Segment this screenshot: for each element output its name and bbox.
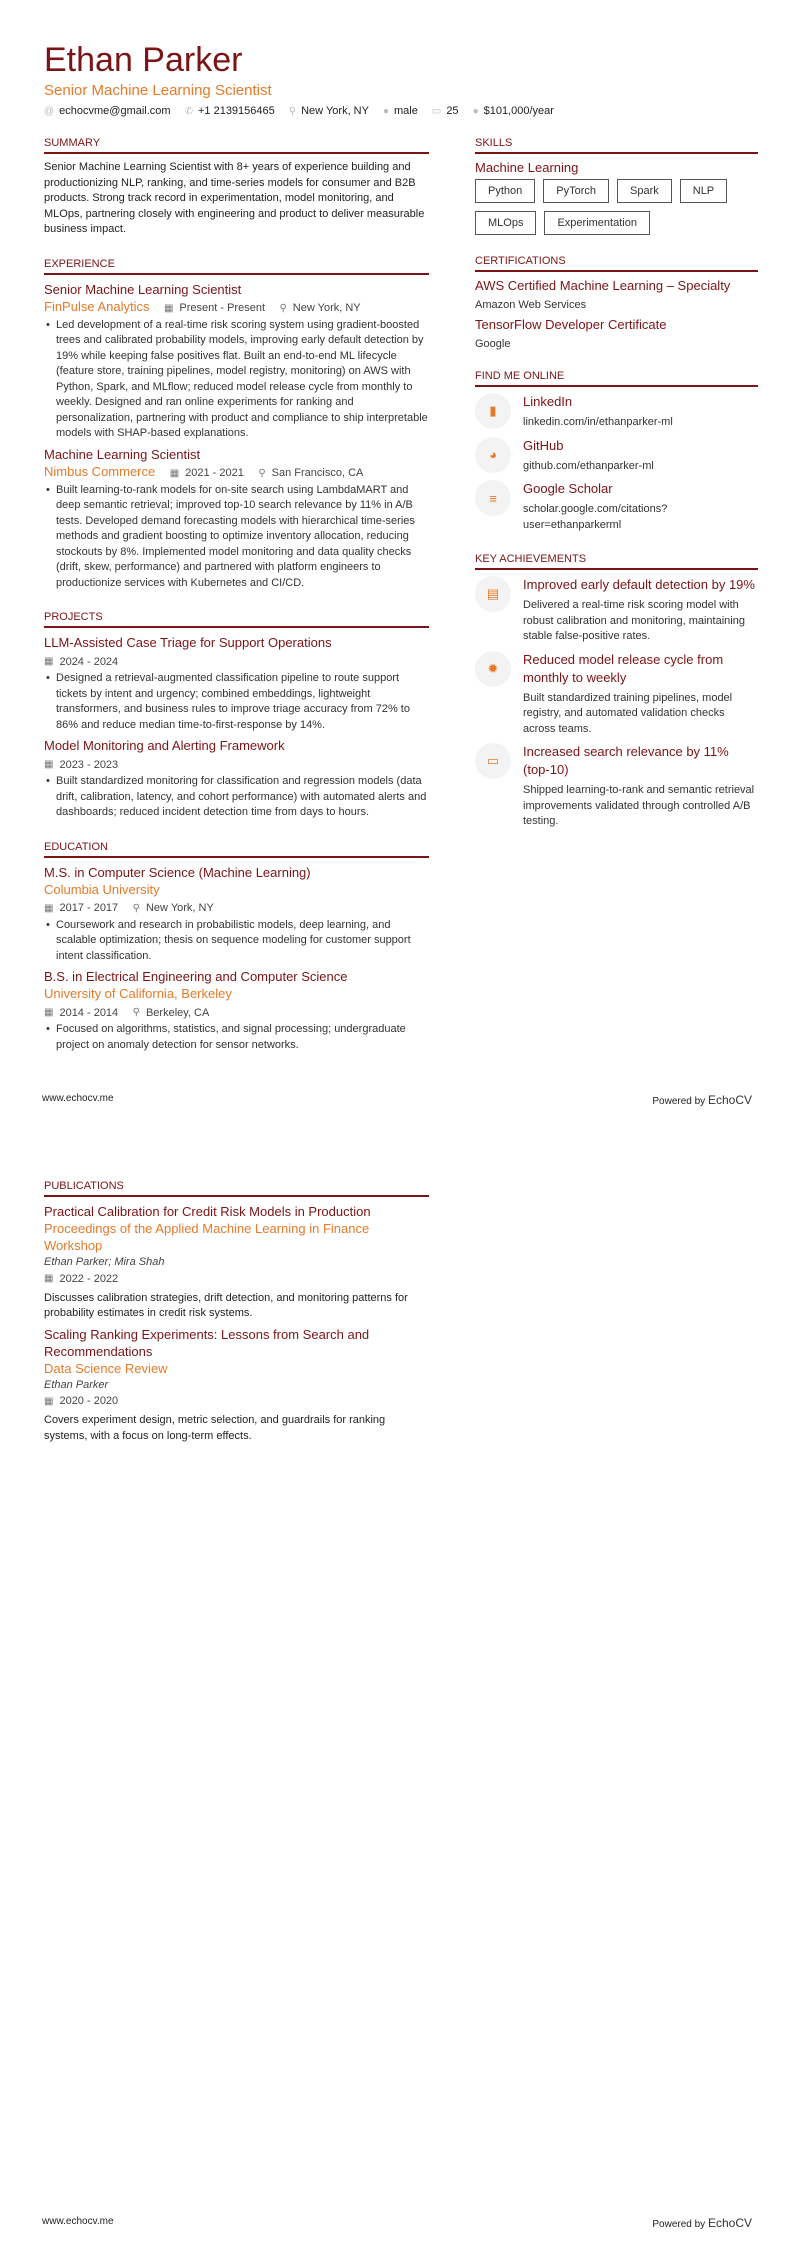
calendar-icon: ▦ — [44, 759, 54, 770]
degree: M.S. in Computer Science (Machine Learning) — [44, 864, 311, 880]
publication-item: Scaling Ranking Experiments: Lessons from Search and Recommendations Data Science Review Ethan Parker ▦ 2020 - 2020 Covers experiment design, metric selection, and guardrails for ranking systems, with a focus on long-term effects. — [44, 1326, 429, 1445]
site-link[interactable]: www.echocv.me — [42, 2216, 114, 2227]
brand-logo: EchoCV — [707, 1093, 752, 1107]
project-bullet: • Built standardized monitoring for classification and regression models (data drift, calibration, latency, and cohort performance) with automated alerts and dashboards; reduced incident detection time from days to hours. — [44, 774, 429, 821]
cert-issuer: Google — [475, 338, 511, 350]
location-icon: ⚲ — [132, 1007, 140, 1018]
section-heading: SUMMARY — [44, 137, 429, 154]
education-bullet: • Focused on algorithms, statistics, and signal processing; undergraduate project on anomaly detection for sensor networks. — [44, 1022, 429, 1053]
online-github[interactable]: ◕ GitHub github.com/ethanparker-ml — [475, 437, 758, 475]
skill-tag: Spark — [617, 179, 672, 203]
location-icon: ⚲ — [258, 467, 266, 479]
location-icon: ⚲ — [132, 902, 140, 914]
school: Columbia University — [44, 881, 160, 897]
publications-section — [44, 1180, 429, 1444]
project-item: Model Monitoring and Alerting Framework ▦ 2023 - 2023 • Built standardized monitoring for classification and regression models (data drift, calibration, latency, and cohort performance) with automated alerts and dashboards; reduced incident detection time from days to hours. — [44, 737, 429, 821]
achievements-section — [475, 553, 758, 830]
achievement-item: ▤ Improved early default detection by 19% Delivered a real-time risk scoring model with robust calibration and monitoring, maintaining stable false-positive rates. — [475, 576, 758, 645]
site-link[interactable]: www.echocv.me — [42, 1093, 114, 1104]
publication-venue: Proceedings of the Applied Machine Learning in Finance Workshop — [44, 1221, 370, 1253]
degree: B.S. in Electrical Engineering and Computer Science — [44, 969, 348, 984]
education-section — [44, 841, 429, 1054]
scholar-icon: ≡ — [475, 480, 511, 516]
education-item: M.S. in Computer Science (Machine Learning) Columbia University ▦ 2017 - 2017 ⚲ New York, NY • Coursework and research in probabilistic models, deep learning, and scalable optimization; thesis on sequence modeling for customer support intent classification. — [44, 864, 429, 965]
location-icon: ⚲ — [279, 302, 287, 314]
achievement-item: ▭ Increased search relevance by 11% (top-10) Shipped learning-to-rank and semantic retrieval improvements validated through controlled A/B testing. — [475, 743, 758, 830]
calendar-icon: ▦ — [44, 1395, 54, 1407]
contact-gender: ● male — [382, 105, 418, 117]
money-icon: ● — [472, 106, 479, 117]
link[interactable]: scholar.google.com/citations?user=ethanparkerml — [523, 503, 668, 531]
publication-authors: Ethan Parker — [44, 1378, 109, 1391]
education-item: B.S. in Electrical Engineering and Computer Science University of California, Berkeley ▦ 2014 - 2014 ⚲ Berkeley, CA • Focused on algorithms, statistics, and signal processing; undergraduate project on anomaly detection for sensor networks. — [44, 968, 429, 1053]
skill-category: Machine Learning — [475, 160, 579, 175]
section-heading: FIND ME ONLINE — [475, 370, 758, 387]
contact-email: @ echocvme@gmail.com — [44, 105, 171, 117]
contact-phone: ✆ +1 2139156465 — [184, 105, 275, 117]
cert-issuer: Amazon Web Services — [475, 299, 587, 311]
achievement-item: ✹ Reduced model release cycle from monthly to weekly Built standardized training pipelines, model registry, and automated validation checks across teams. — [475, 651, 758, 738]
job-title: Machine Learning Scientist — [44, 446, 201, 462]
publication-summary: Covers experiment design, metric selection, and guardrails for ranking systems, with a focus on long-term effects. — [44, 1414, 386, 1442]
project-bullet: • Designed a retrieval-augmented classification pipeline to route support tickets by intent and urgency; combined embeddings, lightweight transformers, and business rules to improve triage accuracy from 72% to 86% and reduce median time-to-first-response by 14%. — [44, 671, 429, 733]
store-icon: ▤ — [475, 576, 511, 612]
project-item: LLM-Assisted Case Triage for Support Operations ▦ 2024 - 2024 • Designed a retrieval-augmented classification pipeline to route support tickets by intent and urgency; combined embeddings, lightweight transformers, and business rules to improve triage accuracy from 72% to 86% and reduce median time-to-first-response by 14%. — [44, 634, 429, 733]
education-bullet: • Coursework and research in probabilistic models, deep learning, and scalable optimization; thesis on sequence modeling for customer support intent classification. — [44, 918, 429, 965]
publication-item: Practical Calibration for Credit Risk Models in Production Proceedings of the Applied Machine Learning in Finance Workshop Ethan Parker; Mira Shah ▦ 2022 - 2022 Discusses calibration strategies, drift detection, and monitoring patterns for probability estimates in credit risk systems. — [44, 1203, 429, 1322]
online-section — [475, 370, 758, 533]
candidate-name: Ethan Parker — [44, 41, 243, 79]
skill-tag: Experimentation — [544, 211, 650, 235]
company-name: Nimbus Commerce — [44, 463, 156, 479]
calendar-icon: ▭ — [431, 106, 442, 117]
section-heading: KEY ACHIEVEMENTS — [475, 553, 758, 570]
link[interactable]: linkedin.com/in/ethanparker-ml — [523, 416, 673, 428]
contact-age: ▭ 25 — [431, 105, 459, 117]
calendar-icon: ▦ — [169, 467, 180, 479]
skill-tag: NLP — [680, 179, 727, 203]
section-heading: PUBLICATIONS — [44, 1180, 429, 1197]
linkedin-icon: ▮ — [475, 393, 511, 429]
phone-icon: ✆ — [184, 106, 193, 117]
job-bullet: • Built learning-to-rank models for on-site search using LambdaMART and deep semantic retrieval; improved top-10 search relevance by 11% in A/B tests. Developed demand forecasting models with hierarchical time-series methods and gradient boosting to optimize inventory allocation, reducing stockouts by 8%. Implemented model monitoring and data quality checks (drift, skew, performance) and partnered with platform engineers to productionize services with Kubernetes and CI/CD. — [44, 483, 429, 592]
certifications-section — [475, 255, 758, 350]
company-name: FinPulse Analytics — [44, 298, 150, 314]
experience-section — [44, 258, 429, 592]
gear-icon: ✹ — [475, 651, 511, 687]
project-title: Model Monitoring and Alerting Framework — [44, 738, 285, 753]
skills-section — [475, 137, 758, 235]
experience-item: Senior Machine Learning Scientist FinPulse Analytics ▦ Present - Present ⚲ New York, NY • Led development of a real-time risk scoring system using gradient-boosted trees and calibrated probability models, improving early default detection by 19% while keeping false positives flat. Built an end-to-end ML lifecycle (feature store, training pipelines, model registry, monitoring) on AWS with Python, Spark, and MLflow; reduced model release cycle from monthly to weekly. Designed and ran online experiments for ranking and personalization, partnering with product and compliance to ship interpretable models with SHAP-based explanations. — [44, 281, 429, 442]
skill-tag: Python — [475, 179, 535, 203]
section-heading: CERTIFICATIONS — [475, 255, 758, 272]
summary-text: Senior Machine Learning Scientist with 8+ years of experience building and productionizing NLP, ranking, and time-series models for consumer and B2B products. Strong track record in experimentation, model monitoring, and MLOps, partnering closely with engineering and product to deliver measurable business impact. — [44, 161, 425, 235]
cert-name: AWS Certified Machine Learning – Specialty — [475, 278, 731, 293]
cert-name: TensorFlow Developer Certificate — [475, 317, 667, 332]
user-icon: ● — [382, 106, 390, 117]
brand-logo: EchoCV — [707, 2216, 752, 2230]
online-scholar[interactable]: ≡ Google Scholar scholar.google.com/citations?user=ethanparkerml — [475, 480, 758, 533]
publication-summary: Discusses calibration strategies, drift detection, and monitoring patterns for probability estimates in credit risk systems. — [44, 1291, 408, 1319]
publication-authors: Ethan Parker; Mira Shah — [44, 1256, 165, 1268]
projects-section — [44, 611, 429, 821]
calendar-icon: ▦ — [163, 302, 174, 314]
skill-tag: PyTorch — [543, 179, 609, 203]
summary-section — [44, 137, 429, 238]
section-heading: EXPERIENCE — [44, 258, 429, 275]
at-icon: @ — [44, 106, 55, 117]
contact-location: ⚲ New York, NY — [288, 105, 369, 117]
resume-page-2 — [0, 1123, 794, 2246]
job-bullet: • Led development of a real-time risk scoring system using gradient-boosted trees and calibrated probability models, improving early default detection by 19% while keeping false positives flat. Built an end-to-end ML lifecycle (feature store, training pipelines, model registry, monitoring) on AWS with Python, Spark, and MLflow; reduced model release cycle from monthly to weekly. Designed and ran online experiments for ranking and personalization, partnering with product and compliance to ship interpretable models with SHAP-based explanations. — [44, 318, 429, 442]
location-icon: ⚲ — [288, 106, 297, 117]
project-title: LLM-Assisted Case Triage for Support Operations — [44, 635, 332, 650]
calendar-icon: ▦ — [44, 656, 54, 667]
candidate-title: Senior Machine Learning Scientist — [44, 82, 272, 99]
contact-bar — [44, 105, 758, 117]
skill-tag: MLOps — [475, 211, 536, 235]
calendar-icon: ▦ — [44, 1273, 54, 1284]
calendar-icon: ▦ — [44, 902, 54, 914]
publication-title: Scaling Ranking Experiments: Lessons from Search and Recommendations — [44, 1326, 370, 1359]
job-title: Senior Machine Learning Scientist — [44, 281, 242, 297]
contact-salary: ● $101,000/year — [472, 105, 554, 117]
monitor-icon: ▭ — [475, 743, 511, 779]
github-icon: ◕ — [475, 437, 511, 473]
publication-title: Practical Calibration for Credit Risk Models in Production — [44, 1204, 371, 1219]
publication-venue: Data Science Review — [44, 1360, 168, 1376]
online-linkedin[interactable]: ▮ LinkedIn linkedin.com/in/ethanparker-ml — [475, 393, 758, 431]
section-heading: EDUCATION — [44, 841, 429, 858]
calendar-icon: ▦ — [44, 1007, 54, 1018]
link[interactable]: github.com/ethanparker-ml — [523, 459, 654, 472]
page-footer: www.echocv.me Powered by EchoCV — [42, 2216, 752, 2230]
section-heading: SKILLS — [475, 137, 758, 154]
experience-item: Machine Learning Scientist Nimbus Commerce ▦ 2021 - 2021 ⚲ San Francisco, CA • Built learning-to-rank models for on-site search using LambdaMART and deep semantic retrieval; improved top-10 search relevance by 11% in A/B tests. Developed demand forecasting models with hierarchical time-series methods and gradient boosting to optimize inventory allocation, reducing stockouts by 8%. Implemented model monitoring and data quality checks (drift, skew, performance) and partnered with platform engineers to productionize services with Kubernetes and CI/CD. — [44, 446, 429, 592]
school: University of California, Berkeley — [44, 986, 232, 1001]
section-heading: PROJECTS — [44, 611, 429, 628]
page-footer: www.echocv.me Powered by EchoCV — [42, 1093, 752, 1107]
